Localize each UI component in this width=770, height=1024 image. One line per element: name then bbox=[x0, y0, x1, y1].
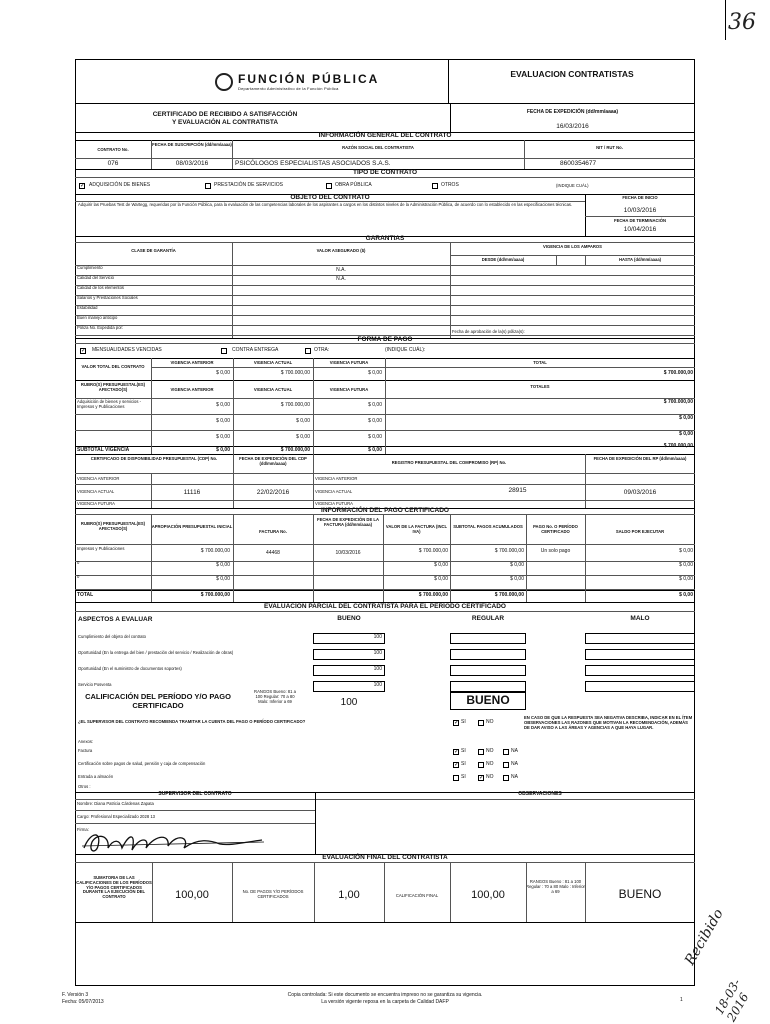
garantia-row-label: Calidad de los elementos bbox=[77, 285, 125, 290]
form-header bbox=[75, 59, 695, 104]
eval-aspect-label: Cumplimiento del objeto del contrato bbox=[78, 634, 146, 639]
calif-final-label: CALIFICACIÓN FINAL bbox=[395, 893, 439, 898]
nit-value: 8600354677 bbox=[560, 160, 597, 167]
footer-page: 1 bbox=[680, 997, 683, 1003]
eval-malo-field[interactable] bbox=[585, 649, 695, 660]
document-title: EVALUACION CONTRATISTAS bbox=[510, 69, 634, 79]
rp-label: REGISTRO PRESUPUESTAL DEL COMPROMISO (RP) No. bbox=[391, 460, 507, 465]
final-word: BUENO bbox=[618, 887, 662, 901]
eval-aspect-label: Oportunidad (En el suministro de documentos soportes) bbox=[78, 666, 182, 671]
section-objeto: OBJETO DEL CONTRATO bbox=[290, 194, 370, 201]
calif-periodo-word: BUENO bbox=[466, 693, 510, 707]
totales-header: TOTALES bbox=[530, 384, 550, 389]
rubro-row-ant: $ 0,00 bbox=[216, 434, 230, 440]
cdp-value: 11116 bbox=[183, 489, 201, 496]
pc-row-sub: $ 0,00 bbox=[510, 562, 524, 568]
obra-publica-label: OBRA PÚBLICA bbox=[335, 182, 372, 188]
pc-row-aprop: $ 0,00 bbox=[216, 576, 230, 582]
pc-row-saldo: $ 0,00 bbox=[679, 576, 693, 582]
anexos-label: Anexos: bbox=[78, 739, 94, 744]
calif-periodo-label: CALIFICACIÓN DEL PERÍODO Y/O PAGO CERTIFICADO bbox=[85, 692, 231, 710]
anexo-na-label: NA bbox=[511, 761, 518, 767]
eval-bueno-value: 100 bbox=[373, 650, 382, 656]
recomienda-label: ¿EL SUPERVISOR DEL CONTRATO RECOMIENDA TRAMITAR LA CUENTA DEL PAGO O PERÍODO CERTIFICADO? bbox=[78, 719, 306, 724]
pc-row-saldo: $ 0,00 bbox=[679, 562, 693, 568]
pc-row-rubro: 0 bbox=[77, 560, 80, 565]
eval-aspect-label: Servicio Posventa bbox=[78, 682, 112, 687]
rp-vig-fut: VIGENCIA FUTURA bbox=[315, 501, 353, 506]
aspectos-label: ASPECTOS A EVALUAR bbox=[78, 616, 153, 623]
sumatoria-value: 100,00 bbox=[175, 889, 209, 901]
hasta-label: HASTA (dd/mm/aaaa) bbox=[618, 257, 662, 262]
subtotal-total: $ 700.000,00 bbox=[663, 443, 693, 449]
cdp-vig-act: VIGENCIA ACTUAL bbox=[77, 489, 115, 494]
section-pago-certificado: INFORMACIÓN DEL PAGO CERTIFICADO bbox=[321, 507, 449, 514]
pc-valor-header: VALOR DE LA FACTURA (INCL IVA) bbox=[385, 524, 448, 534]
eval-regular-field[interactable] bbox=[450, 649, 526, 660]
pc-row-aprop: $ 700.000,00 bbox=[200, 548, 230, 554]
footer-copia-1: Copia controlada: Si este documento se encuentra impreso no se garantiza su vigencia. bbox=[287, 992, 483, 998]
mensualidades-checkbox[interactable]: ✓ bbox=[81, 348, 87, 354]
rubro-row-tot: $ 0,00 bbox=[679, 415, 693, 421]
vig-ant-value: $ 0,00 bbox=[216, 370, 230, 376]
sumatoria-label: SUMATORIA DE LAS CALIFICACIONES DE LOS PERÍODOS Y/O PAGOS CERTIFICADOS DURANTE LA EJECUCIÓN DEL CONTRATO bbox=[76, 875, 152, 900]
vig-act-header: VIGENCIA ACTUAL bbox=[253, 360, 293, 365]
rubro-row-act: $ 700.000,00 bbox=[280, 402, 310, 408]
rubro-row-act: $ 0,00 bbox=[296, 418, 310, 424]
pc-row-rubro: Impresos y Publicaciones bbox=[77, 546, 125, 551]
anexo-si-checkbox[interactable]: ✓ bbox=[454, 749, 460, 755]
desde-label: DESDE (dd/mm/aaaa) bbox=[481, 257, 525, 262]
anexo-na-checkbox[interactable] bbox=[503, 775, 509, 781]
fecha-suscripcion-value: 08/03/2016 bbox=[175, 160, 209, 167]
anexo-otros-label: Otros : bbox=[78, 784, 91, 789]
garantia-row-label: Póliza No. Expedida por: bbox=[77, 325, 124, 330]
fecha-rp-value: 09/03/2016 bbox=[623, 489, 657, 496]
pc-row-saldo: $ 0,00 bbox=[679, 548, 693, 554]
cert-title-2: Y EVALUACIÓN AL CONTRATISTA bbox=[171, 119, 279, 126]
pc-row-aprop: $ 0,00 bbox=[216, 562, 230, 568]
fecha-terminacion-label: FECHA DE TERMINACIÓN bbox=[614, 218, 666, 223]
vig-act-value: $ 700.000,00 bbox=[280, 370, 310, 376]
recomienda-no-label: NO bbox=[486, 719, 494, 725]
pc-row-rubro: 0 bbox=[77, 574, 80, 579]
pc-row-fecha: 10/03/2016 bbox=[335, 550, 361, 556]
fecha-suscripcion-label: FECHA DE SUSCRIPCIÓN (dd/mm/aaaa) bbox=[152, 142, 232, 147]
nota-negativa: EN CASO DE QUE LA RESPUESTA SEA NEGATIVA DESCRIBA, INDICAR EN EL ÍTEM OBSERVACIONES LAS RAZONES QUE MOTIVAN LA RECOMENDACIÓN, ADEMÁS DE DAR AVISO A LAS ÁREAS Y AGENCIAS A QUE HAYA LUGAR. bbox=[524, 715, 693, 730]
rubro-row-fut: $ 0,00 bbox=[368, 402, 382, 408]
observaciones-label: OBSERVACIONES bbox=[518, 791, 562, 797]
pc-fecha-header: FECHA DE EXPEDICIÓN DE LA FACTURA (dd/mm/aaaa) bbox=[317, 517, 379, 527]
cdp-vig-fut: VIGENCIA FUTURA bbox=[77, 501, 115, 506]
pc-pago-header: PAGO No. O PERÍODO CERTIFICADO bbox=[533, 524, 578, 534]
eval-malo-field[interactable] bbox=[585, 633, 695, 644]
section-info-general: INFORMACIÓN GENERAL DEL CONTRATO bbox=[318, 132, 452, 139]
rp-vig-act: VIGENCIA ACTUAL bbox=[315, 489, 353, 494]
anexo-na-label: NA bbox=[511, 748, 518, 754]
anexo-si-checkbox[interactable]: ✓ bbox=[454, 762, 460, 768]
supervisor-firma-label: Firma: bbox=[77, 827, 89, 832]
eval-regular-field[interactable] bbox=[450, 665, 526, 676]
contrato-no-label: CONTRATO No. bbox=[97, 147, 129, 152]
section-eval-parcial: EVALUACIÓN PARCIAL DEL CONTRATISTA PARA EL PERÍODO CERTIFICADO bbox=[264, 603, 506, 610]
pc-saldo-header: SALDO POR EJECUTAR bbox=[615, 529, 665, 534]
supervisor-cargo: Cargo: Profesional Especializado 2028 13 bbox=[77, 814, 155, 819]
pc-total-valor: $ 700.000,00 bbox=[418, 592, 448, 598]
rubro-row-tot: $ 0,00 bbox=[679, 431, 693, 437]
folio-number: 36 bbox=[728, 10, 756, 35]
no-pagos-value: 1,00 bbox=[338, 889, 360, 901]
rubros-label: RUBRO(S) PRESUPUESTAL(ES) AFECTADO(S) bbox=[80, 382, 146, 392]
cdp-label: CERTIFICADO DE DISPONIBILIDAD PRESUPUESTAL (CDP) No. bbox=[90, 456, 218, 461]
total-value: $ 700.000,00 bbox=[663, 370, 693, 376]
fecha-cdp-value: 22/02/2016 bbox=[256, 489, 290, 496]
footer-copia-2: La versión vigente reposa en la carpeta de Calidad DAFP bbox=[321, 999, 449, 1005]
rubro-row-label: Adquisición de bienes y servicios - Impresos y Publicaciones bbox=[77, 399, 142, 409]
subtotal-ant: $ 0,00 bbox=[216, 447, 230, 453]
garantia-row-label: Salarios y Prestaciones Sociales bbox=[77, 295, 138, 300]
rubro-row-ant: $ 0,00 bbox=[216, 402, 230, 408]
indique-cual-label: (INDIQUE CUÁL) bbox=[556, 183, 589, 188]
vig-ant-header: VIGENCIA ANTERIOR bbox=[170, 360, 214, 365]
garantia-row-label: Estabilidad bbox=[77, 305, 98, 310]
eval-malo-field[interactable] bbox=[585, 665, 695, 676]
garantia-na-1: N.A. bbox=[336, 267, 346, 273]
logo-mark-icon bbox=[215, 73, 233, 91]
section-tipo-contrato: TIPO DE CONTRATO bbox=[352, 169, 418, 176]
anexo-na-label: NA bbox=[511, 774, 518, 780]
eval-bueno-value: 100 bbox=[373, 682, 382, 688]
pc-row-valor: $ 0,00 bbox=[434, 576, 448, 582]
calif-periodo-value: 100 bbox=[340, 697, 358, 708]
eval-bueno-value: 100 bbox=[373, 634, 382, 640]
obra-publica-checkbox[interactable] bbox=[326, 183, 332, 189]
rangos-parcial: RANGOS Bueno: 81 a 100 Regular: 70 a 80 Malo: Inferior a 69 bbox=[254, 689, 296, 704]
recomienda-si-label: SI bbox=[461, 719, 466, 725]
otra-label: OTRA: bbox=[314, 347, 330, 353]
total-header: TOTAL bbox=[533, 360, 547, 365]
section-forma-pago: FORMA DE PAGO bbox=[357, 336, 413, 343]
adquisicion-checkbox[interactable]: ✓ bbox=[80, 183, 86, 189]
garantia-row-label: Buen manejo anticipo bbox=[77, 315, 118, 320]
anexo-si-checkbox[interactable] bbox=[453, 775, 459, 781]
contrato-no-value: 076 bbox=[107, 160, 119, 167]
rubros-vig-ant-header: VIGENCIA ANTERIOR bbox=[170, 387, 214, 392]
fecha-aprobacion-label: Fecha de aprobación de la(s) póliza(s): bbox=[452, 329, 525, 334]
eval-malo-field[interactable] bbox=[585, 681, 695, 692]
vigencia-amparos-label: VIGENCIA DE LOS AMPAROS bbox=[543, 244, 602, 249]
fecha-rp-label: FECHA DE EXPEDICIÓN DEL RP (dd/mm/aaaa) bbox=[593, 456, 687, 461]
prestacion-label: PRESTACIÓN DE SERVICIOS bbox=[214, 182, 283, 188]
eval-regular-field[interactable] bbox=[450, 633, 526, 644]
anexo-certificacion-label: Certificación sobre pagos de salud, pensión y caja de compensación bbox=[78, 761, 206, 766]
subtotal-fut: $ 0,00 bbox=[368, 447, 382, 453]
otra-checkbox[interactable] bbox=[305, 348, 311, 354]
contra-entrega-label: CONTRA ENTREGA bbox=[232, 347, 279, 353]
fecha-expedicion-label: FECHA DE EXPEDICIÓN (dd/mm/aaaa) bbox=[526, 109, 619, 115]
anexo-si-label: SI bbox=[461, 761, 466, 767]
otros-checkbox[interactable] bbox=[432, 183, 438, 189]
pc-total-aprop: $ 700.000,00 bbox=[200, 592, 230, 598]
adquisicion-label: ADQUISICIÓN DE BIENES bbox=[89, 182, 151, 188]
razon-social-label: RAZÓN SOCIAL DEL CONTRATISTA bbox=[342, 145, 414, 150]
mensualidades-label: MENSUALIDADES VENCIDAS bbox=[92, 347, 162, 353]
contra-entrega-checkbox[interactable] bbox=[221, 348, 227, 354]
pc-row-pago: Un solo pago bbox=[540, 548, 571, 554]
section-garantias: GARANTIAS bbox=[365, 235, 405, 242]
garantia-na-2: N.A. bbox=[336, 276, 346, 282]
prestacion-checkbox[interactable] bbox=[205, 183, 211, 189]
rubro-row-ant: $ 0,00 bbox=[216, 418, 230, 424]
pc-row-valor: $ 700.000,00 bbox=[418, 548, 448, 554]
malo-header: MALO bbox=[630, 615, 650, 622]
garantia-row-label: Cumplimiento bbox=[77, 265, 103, 270]
cert-title-1: CERTIFICADO DE RECIBIDO A SATISFACCIÓN bbox=[152, 111, 298, 118]
cdp-vig-ant: VIGENCIA ANTERIOR bbox=[77, 476, 120, 481]
recibido-note: Recibido bbox=[682, 906, 727, 968]
fecha-inicio-label: FECHA DE INICIO bbox=[622, 195, 658, 200]
anexo-na-checkbox[interactable] bbox=[503, 749, 509, 755]
pc-row-sub: $ 0,00 bbox=[510, 576, 524, 582]
valor-total-label: VALOR TOTAL DEL CONTRATO bbox=[81, 364, 145, 369]
pc-row-valor: $ 0,00 bbox=[434, 562, 448, 568]
rubro-row-tot: $ 700.000,00 bbox=[663, 399, 693, 405]
logo-subtitle: Departamento Administrativo de la Función Pública bbox=[238, 86, 339, 91]
fecha-terminacion-value: 10/04/2016 bbox=[623, 226, 657, 233]
footer-fecha: Fecha: 05/07/2013 bbox=[62, 999, 104, 1005]
section-eval-final: EVALUACIÓN FINAL DEL CONTRATISTA bbox=[322, 854, 448, 861]
pc-row-factura: 44468 bbox=[266, 550, 280, 556]
pc-total-sub: $ 700.000,00 bbox=[494, 592, 524, 598]
logo-name: FUNCIÓN PÚBLICA bbox=[238, 72, 380, 86]
rp-vig-ant: VIGENCIA ANTERIOR bbox=[315, 476, 358, 481]
pc-row-sub: $ 700.000,00 bbox=[494, 548, 524, 554]
anexo-si-label: SI bbox=[461, 774, 466, 780]
anexo-no-checkbox[interactable]: ✓ bbox=[479, 775, 485, 781]
anexo-no-checkbox[interactable] bbox=[478, 762, 484, 768]
vig-fut-header: VIGENCIA FUTURA bbox=[329, 360, 369, 365]
pc-rubro-header: RUBRO(S) PRESUPUESTAL(ES) AFECTADO(S) bbox=[80, 521, 146, 531]
rangos-final: RANGOS Bueno : 81 a 100 Regular : 70 a 80 Malo : Inferior a 69 bbox=[526, 879, 585, 894]
fecha-cdp-label: FECHA DE EXPEDICIÓN DEL CDP (dd/mm/aaaa) bbox=[239, 456, 307, 466]
rubro-row-fut: $ 0,00 bbox=[368, 434, 382, 440]
fecha-inicio-value: 10/03/2016 bbox=[623, 207, 657, 214]
bueno-header: BUENO bbox=[337, 615, 361, 622]
anexo-na-checkbox[interactable] bbox=[503, 762, 509, 768]
subtotal-act: $ 700.000,00 bbox=[280, 447, 310, 453]
objeto-texto: Adquirir las Pruebas Test de Wartegg, requeridas por la Función Pública, para la evaluación de las competencias laborales de los aspirantes a cargos en los distintos niveles de la Administración Pública, de acuerdo con lo establecido en las especificaciones técnicas. bbox=[78, 202, 573, 207]
calif-final-value: 100,00 bbox=[471, 889, 505, 901]
supervisor-nombre: Nombre: Diana Patricia Cárdenas Zapata bbox=[77, 801, 154, 806]
pc-total-label: TOTAL bbox=[77, 592, 94, 598]
regular-header: REGULAR bbox=[471, 615, 505, 622]
nit-label: NIT / RUT No. bbox=[596, 145, 623, 150]
rubros-vig-fut-header: VIGENCIA FUTURA bbox=[329, 387, 369, 392]
eval-bueno-value: 100 bbox=[373, 666, 382, 672]
recomienda-si-checkbox[interactable]: ✓ bbox=[454, 720, 460, 726]
anexo-no-checkbox[interactable] bbox=[478, 749, 484, 755]
rubro-row-act: $ 0,00 bbox=[296, 434, 310, 440]
eval-aspect-label: Oportunidad (En la entrega del bien / prestación del servicio / Realización de obras) bbox=[78, 650, 234, 655]
razon-social-value: PSICÓLOGOS ESPECIALISTAS ASOCIADOS S.A.S. bbox=[235, 160, 391, 167]
rubro-row-fut: $ 0,00 bbox=[368, 418, 382, 424]
garantia-row-label: Calidad del Servicio bbox=[77, 275, 115, 280]
valor-asegurado-label: VALOR ASEGURADO ($) bbox=[316, 248, 366, 253]
anexo-entrada-label: Entrada a almacén bbox=[78, 774, 114, 779]
fecha-expedicion-value: 16/03/2016 bbox=[556, 123, 589, 130]
subtotal-label: SUBTOTAL VIGENCIA bbox=[77, 447, 130, 453]
anexo-factura-label: Factura bbox=[78, 748, 93, 753]
vig-fut-value: $ 0,00 bbox=[368, 370, 382, 376]
pc-total-saldo: $ 0,00 bbox=[679, 592, 693, 598]
logo bbox=[215, 72, 379, 91]
rp-value: 28915 bbox=[508, 487, 527, 494]
pc-subtotal-header: SUBTOTAL PAGOS ACUMULADOS bbox=[453, 524, 523, 529]
footer-version: F. Versión 3 bbox=[62, 992, 89, 998]
recomienda-no-checkbox[interactable] bbox=[478, 720, 484, 726]
eval-regular-field[interactable] bbox=[450, 681, 526, 692]
supervisor-signature bbox=[80, 828, 270, 856]
anexo-no-label: NO bbox=[486, 761, 494, 767]
pc-factura-header: FACTURA No. bbox=[259, 529, 287, 534]
anexo-no-label: NO bbox=[486, 748, 494, 754]
fecha-handwritten: 18-03-2016 bbox=[712, 976, 752, 1024]
otros-label: OTROS bbox=[441, 182, 459, 188]
section-supervisor: SUPERVISOR DEL CONTRATO bbox=[158, 791, 232, 797]
clase-garantia-label: CLASE DE GARANTÍA bbox=[131, 248, 176, 253]
anexo-si-label: SI bbox=[461, 748, 466, 754]
rubros-vig-act-header: VIGENCIA ACTUAL bbox=[253, 387, 293, 392]
no-pagos-label: No. DE PAGOS Y/O PERÍODOS CERTIFICADOS bbox=[242, 889, 304, 899]
pc-aprop-header: APROPIACIÓN PRESUPUESTAL INICIAL bbox=[151, 524, 233, 529]
indique-cual-pago-label: (INDIQUE CUÁL): bbox=[385, 347, 426, 353]
anexo-no-label: NO bbox=[486, 774, 494, 780]
